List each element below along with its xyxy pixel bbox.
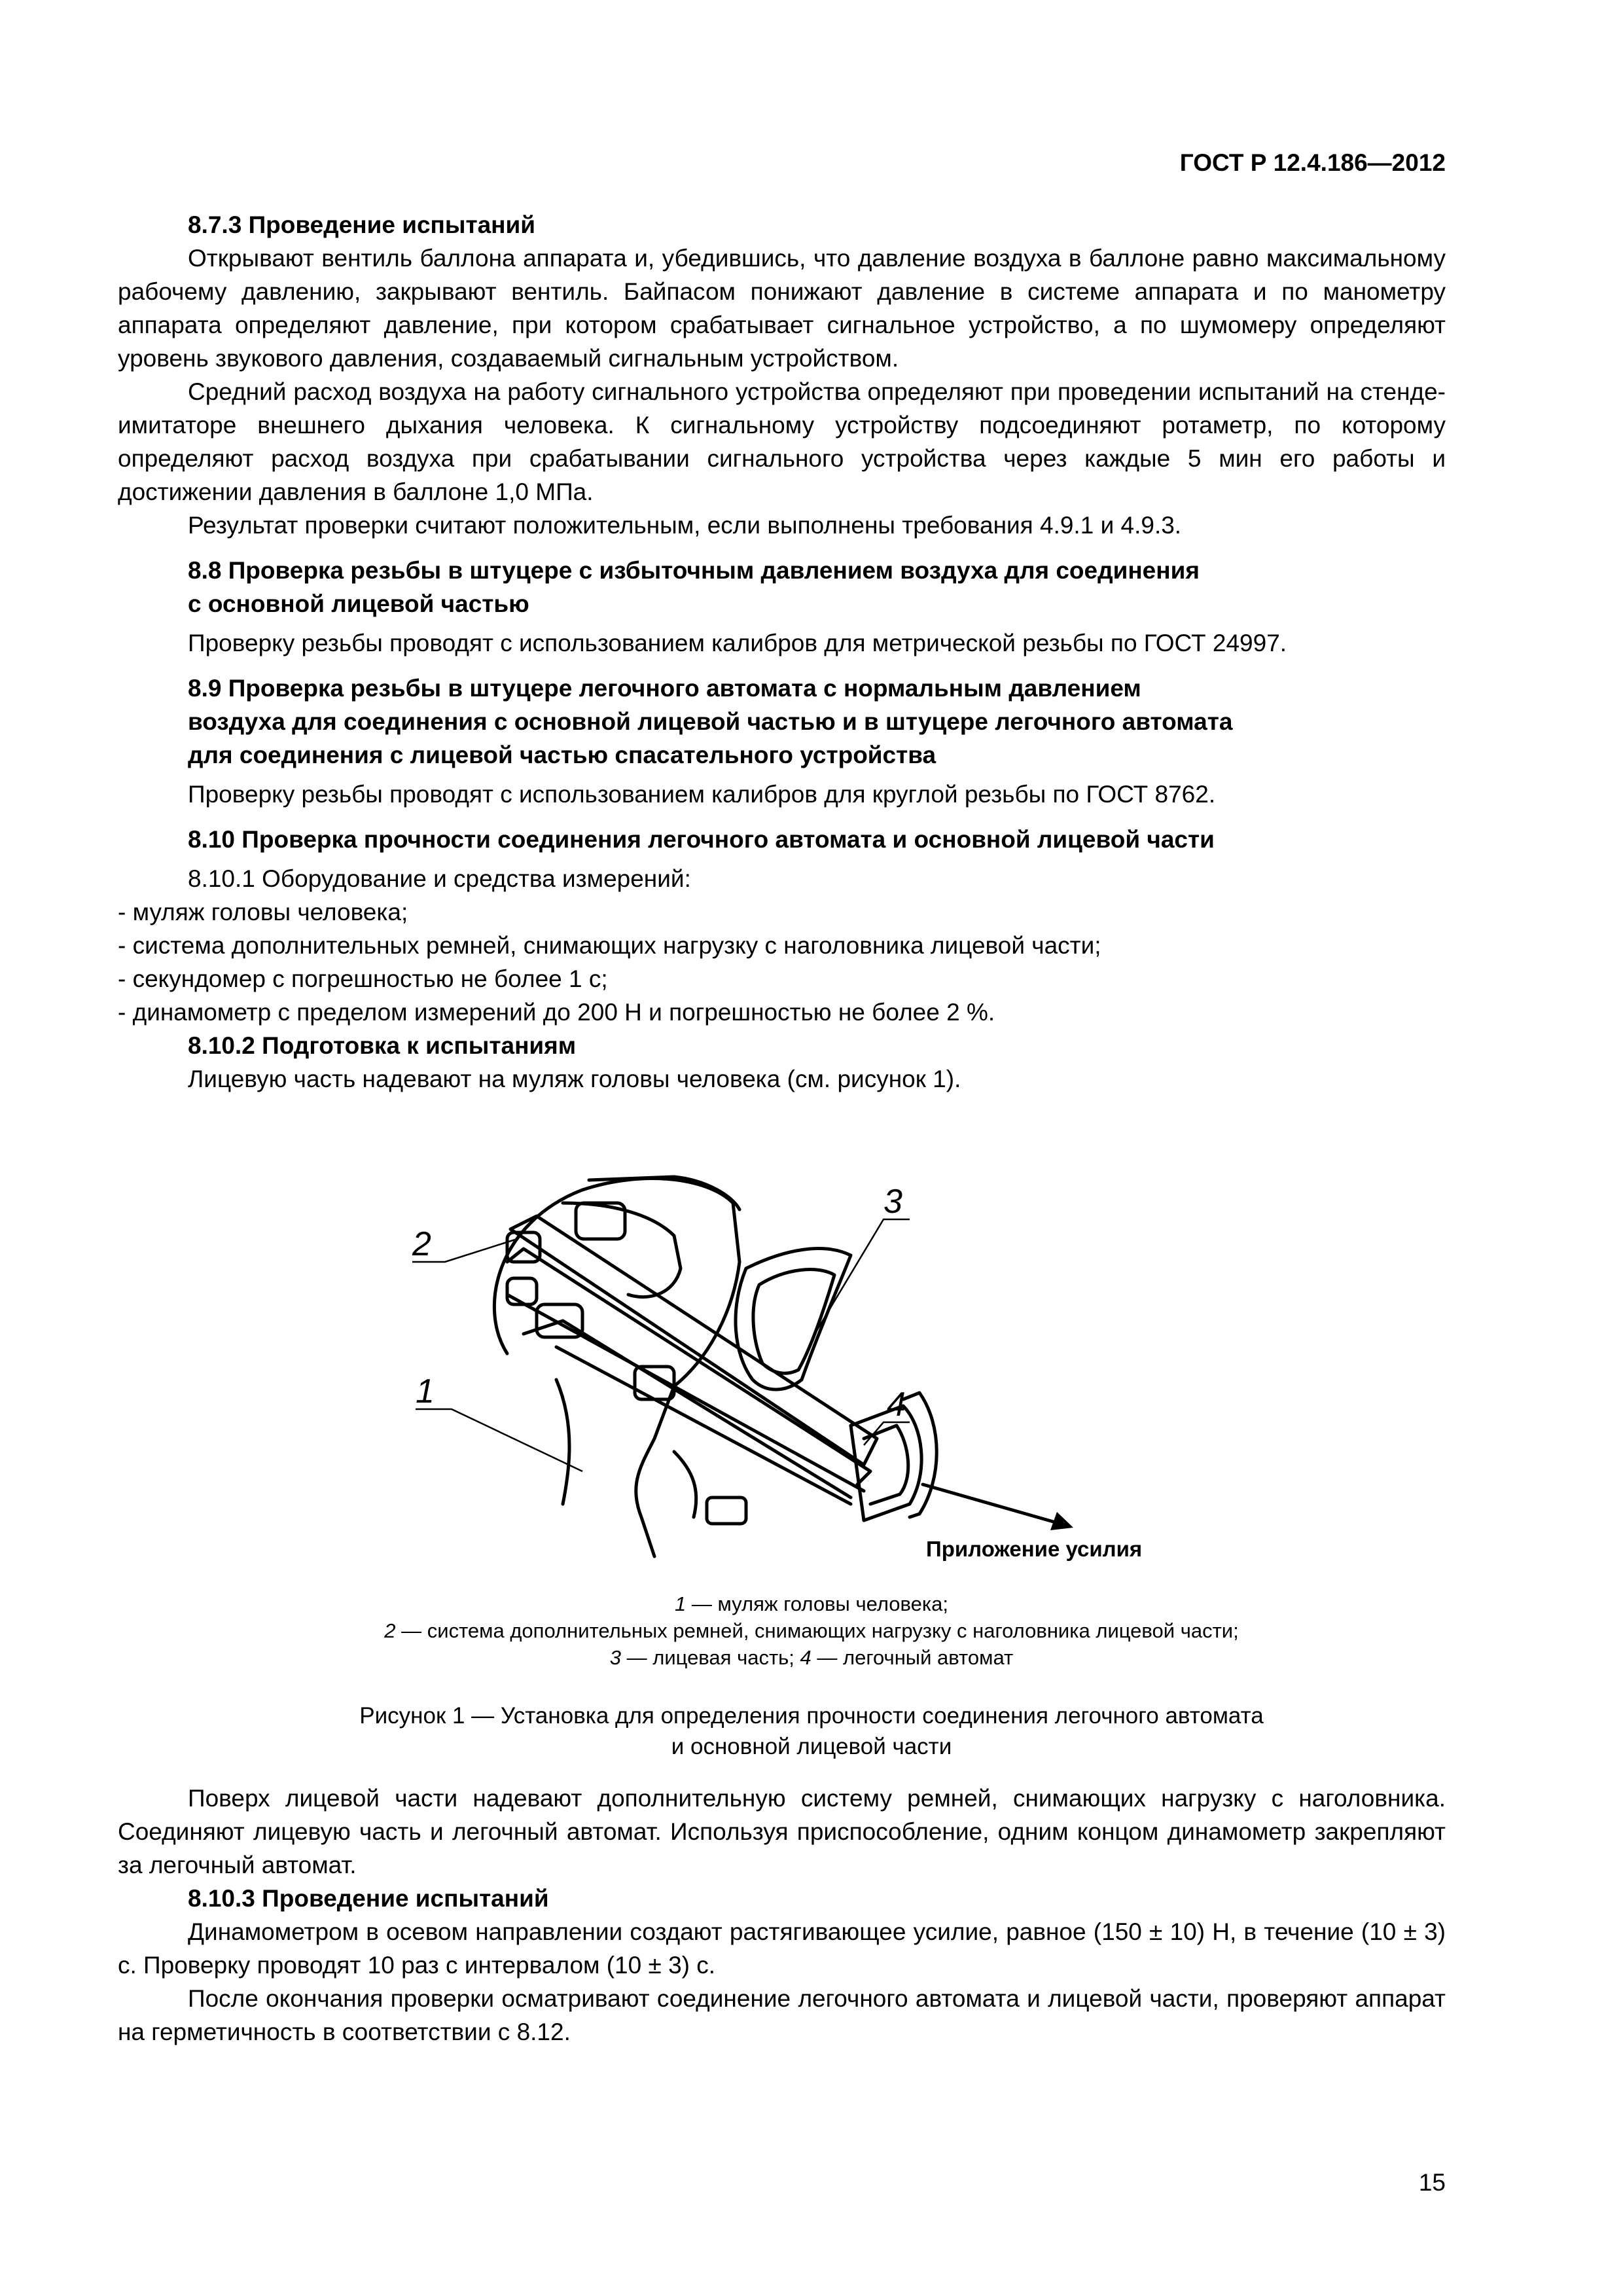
subsection-title-8-10-3: 8.10.3 Проведение испытаний [188, 1885, 549, 1912]
subsection-title-8-10-2: 8.10.2 Подготовка к испытаниям [188, 1032, 577, 1059]
section-title-8-8: 8.8 Проверка резьбы в штуцере с избыточным давлением воздуха для соединения с основной лицевой частью [188, 557, 1200, 617]
force-arrow-line [923, 1484, 1060, 1524]
document-header: ГОСТ Р 12.4.186—2012 [1179, 149, 1446, 176]
list-item: - система дополнительных ремней, снимающих нагрузку с наголовника лицевой части; [118, 932, 1101, 959]
section-title-8-9: 8.9 Проверка резьбы в штуцере легочного автомата с нормальным давлением воздуха для соединения с основной лицевой частью и в штуцере легочного автомата для соединения с лицевой частью спасательного устройства [188, 675, 1233, 768]
chin-line [674, 1452, 696, 1517]
figure-label-1: 1 [416, 1372, 435, 1410]
paragraph: Проверку резьбы проводят с использованием калибров для круглой резьбы по ГОСТ 8762. [188, 781, 1216, 808]
after-figure-text [118, 1782, 1446, 2049]
page-number: 15 [1418, 2169, 1446, 2196]
figure-label-4: 4 [887, 1386, 906, 1424]
list-item: - секундомер с погрешностью не более 1 с; [118, 965, 608, 992]
paragraph: Средний расход воздуха на работу сигнального устройства определяют при проведении испытаний на стенде-имитаторе внешнего дыхания человека. К сигнальному устройству подсоединяют ротаметр, по которому определяют расход воздуха при срабатывании сигнального устройства через каждые 5 мин его работы и достижении давления в баллоне 1,0 МПа. [118, 378, 1446, 505]
figure-legend-line-2: 2 — система дополнительных ремней, снимающих нагрузку с наголовника лицевой части; [384, 1619, 1239, 1642]
figure-1-drawing [366, 1164, 1270, 1583]
paragraph: Лицевую часть надевают на муляж головы человека (см. рисунок 1). [188, 1066, 961, 1092]
head-outline [494, 1179, 740, 1556]
paragraph: После окончания проверки осматривают соединение легочного автомата и лицевой части, проверяют аппарат на герметичность в соответствии с 8.12. [118, 1985, 1446, 2045]
section-title-8-7-3: 8.7.3 Проведение испытаний [188, 211, 536, 238]
paragraph: Открывают вентиль баллона аппарата и, убедившись, что давление воздуха в баллоне равно максимальному рабочему давлению, закрывают вентиль. Байпасом понижают давление в системе аппарата и по манометру аппарата определяют давление, при котором срабатывает сигнальное устройство, а по шумомеру определяют уровень звукового давления, создаваемый сигнальным устройством. [118, 245, 1446, 372]
figure-label-2: 2 [412, 1225, 431, 1263]
valve-pad [707, 1498, 746, 1524]
mask-test-diagram [366, 1164, 1270, 1583]
paragraph: Результат проверки считают положительным, если выполнены требования 4.9.1 и 4.9.3. [188, 512, 1182, 539]
figure-caption-line-1: Рисунок 1 — Установка для определения прочности соединения легочного автомата [359, 1703, 1264, 1729]
figure-caption-line-2: и основной лицевой части [671, 1734, 952, 1759]
list-item: - муляж головы человека; [118, 899, 408, 925]
paragraph: Динамометром в осевом направлении создают растягивающее усилие, равное (150 ± 10) Н, в течение (10 ± 3) с. Проверку проводят 10 раз с интервалом (10 ± 3) с. [118, 1918, 1446, 1979]
figure-legend-line-1: 1 — муляж головы человека; [675, 1592, 948, 1615]
paragraph: Проверку резьбы проводят с использованием калибров для метрической резьбы по ГОСТ 24997. [188, 630, 1287, 656]
force-application-label: Приложение усилия [926, 1537, 1143, 1561]
additional-straps [510, 1216, 877, 1465]
figure-label-3: 3 [883, 1183, 902, 1221]
list-item: - динамометр с пределом измерений до 200 Н и погрешностью не более 2 %. [118, 999, 995, 1026]
force-arrowhead [1050, 1512, 1073, 1530]
leader-line-3 [815, 1219, 910, 1334]
subsection-title-8-10-1: 8.10.1 Оборудование и средства измерений: [188, 865, 691, 892]
strap-pad [507, 1278, 537, 1304]
harness-strap [563, 1203, 681, 1297]
neck-line [556, 1380, 569, 1504]
paragraph: Поверх лицевой части надевают дополнительную систему ремней, снимающих нагрузку с наголовника. Соединяют лицевую часть и легочный автомат. Используя приспособление, одним концом динамометр закрепляют за легочный автомат. [118, 1785, 1446, 1878]
section-title-8-10: 8.10 Проверка прочности соединения легочного автомата и основной лицевой части [188, 826, 1215, 853]
leader-line-1 [416, 1409, 582, 1471]
figure-legend-line-3: 3 — лицевая часть; 4 — легочный автомат [609, 1646, 1014, 1669]
main-text [118, 208, 1446, 1096]
